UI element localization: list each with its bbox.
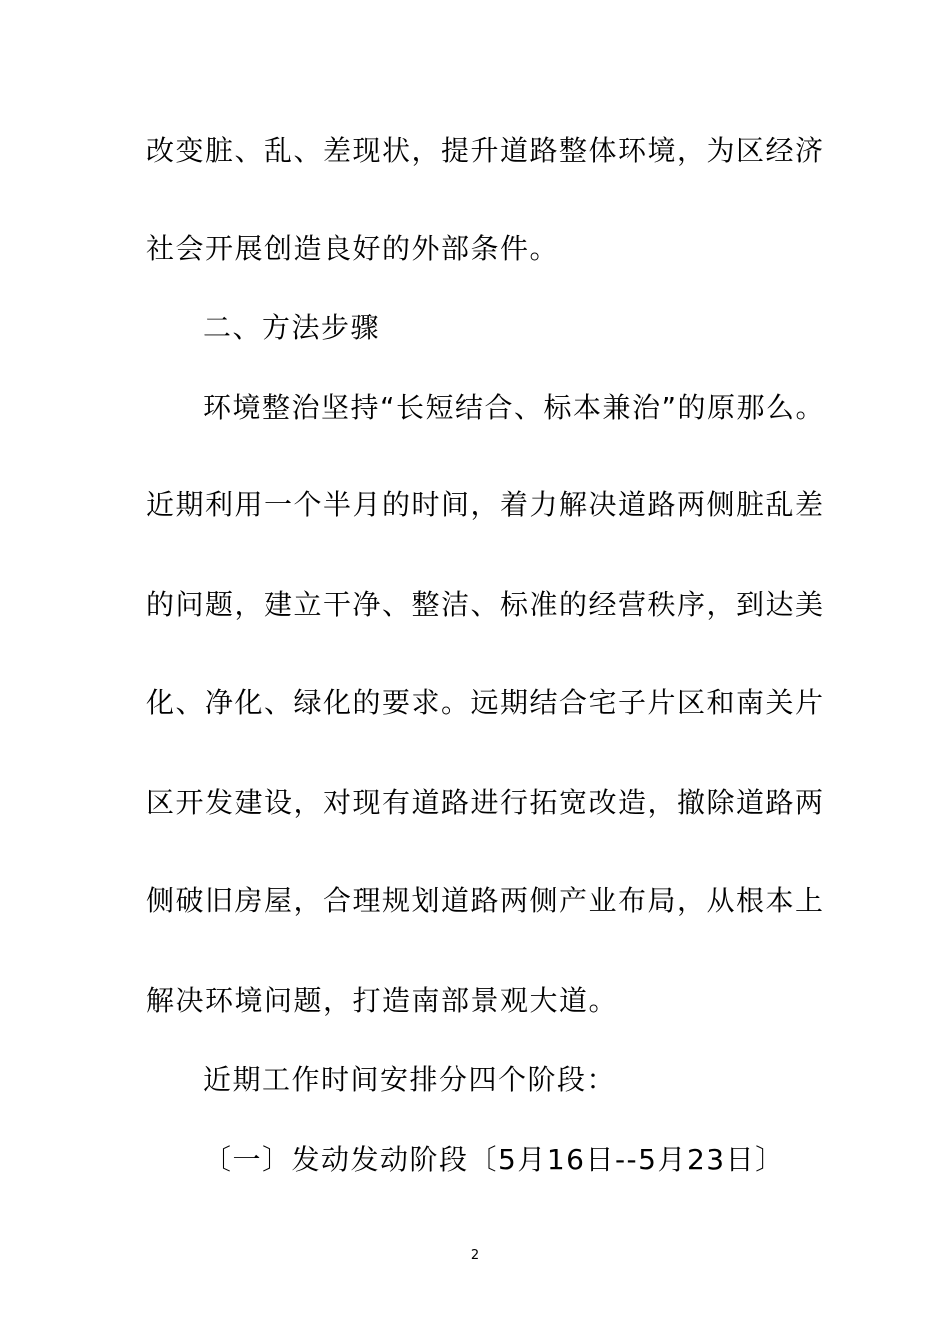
paragraph-line: 近期利用一个半月的时间，着力解决道路两侧脏乱差 bbox=[146, 488, 825, 521]
paragraph-line: 解决环境问题，打造南部景观大道。 bbox=[146, 984, 619, 1017]
page-number: 2 bbox=[470, 1248, 480, 1263]
paragraph-line: 侧破旧房屋，合理规划道路两侧产业布局，从根本上 bbox=[146, 884, 825, 917]
paragraph-line: 社会开展创造良好的外部条件。 bbox=[146, 232, 560, 265]
paragraph-line: 改变脏、乱、差现状，提升道路整体环境，为区经济 bbox=[146, 134, 825, 167]
paragraph-line: 的问题，建立干净、整洁、标准的经营秩序，到达美 bbox=[146, 588, 825, 621]
paragraph-line: 环境整治坚持“长短结合、标本兼治”的原那么。 bbox=[203, 391, 826, 424]
paragraph-line: 区开发建设，对现有道路进行拓宽改造，撤除道路两 bbox=[146, 786, 825, 819]
paragraph-line: 化、净化、绿化的要求。远期结合宅子片区和南关片 bbox=[146, 686, 825, 719]
section-heading: 二、方法步骤 bbox=[203, 311, 381, 344]
subsection-heading: 〔一〕发动发动阶段〔5月16日--5月23日〕 bbox=[203, 1143, 785, 1176]
paragraph-line: 近期工作时间安排分四个阶段： bbox=[203, 1063, 617, 1096]
